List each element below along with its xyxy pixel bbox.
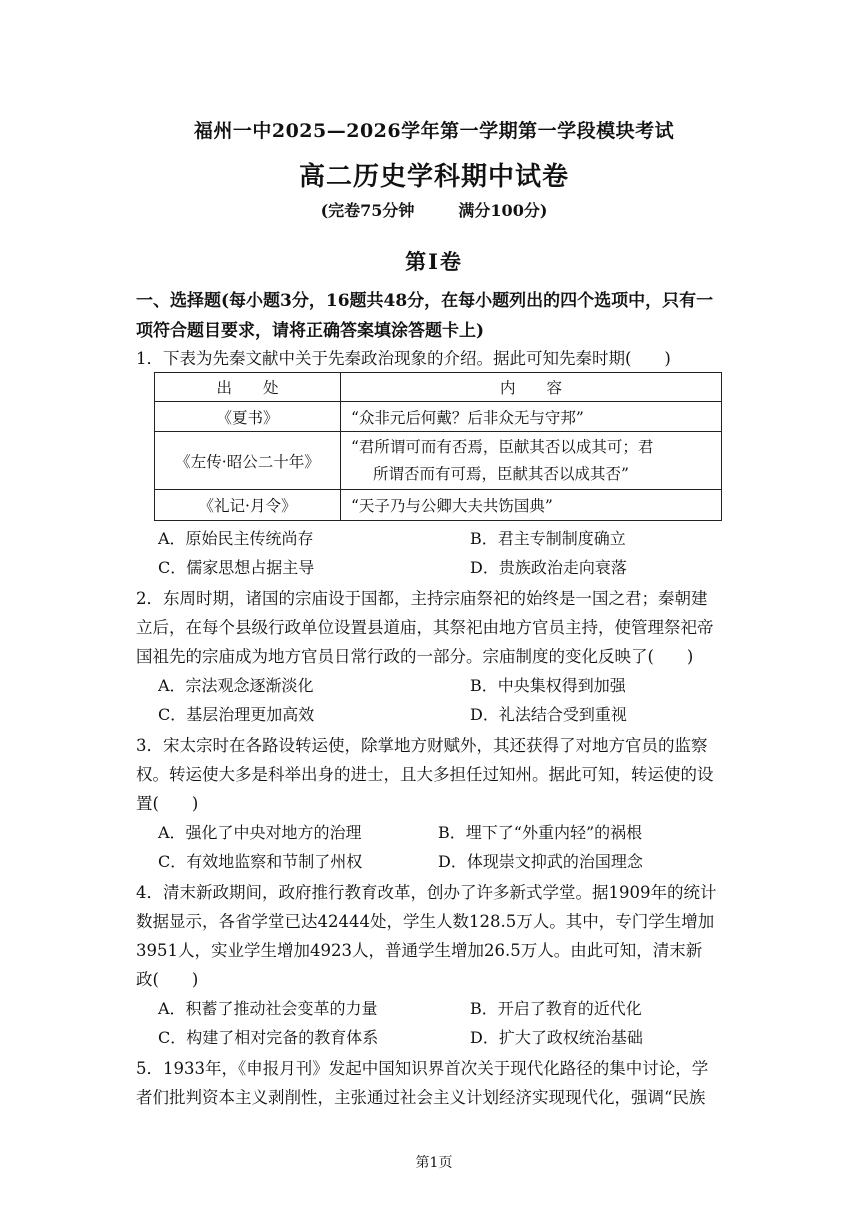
table-row xyxy=(155,432,722,490)
q1-stem: 1．下表为先秦文献中关于先秦政治现象的介绍。据此可知先秦时期( ) xyxy=(136,349,671,368)
q3-line2: 权。转运使大多是科举出身的进士，且大多担任过知州。据此可知，转运使的设 xyxy=(136,765,714,784)
exam-title: 福州一中2025—2026学年第一学期第一学段模块考试 xyxy=(193,120,675,142)
q2-line1: 2．东周时期，诸国的宗庙设于国都，主持宗庙祭祀的始终是一国之君；秦朝建 xyxy=(136,589,708,608)
q1-option-a: A．原始民主传统尚存 xyxy=(158,529,314,548)
q2-option-a: A．宗法观念逐渐淡化 xyxy=(158,676,314,695)
q2-line2: 立后，在每个县级行政单位设置县道庙，其祭祀由地方官员主持，使管理祭祀帝 xyxy=(136,618,714,637)
table-row xyxy=(155,490,722,521)
q1-option-c: C．儒家思想占据主导 xyxy=(158,558,315,577)
q5-line1: 5．1933年，《申报月刊》发起中国知识界首次关于现代化路径的集中讨论，学 xyxy=(136,1059,709,1078)
q4-line1: 4．清末新政期间，政府推行教育改革，创办了许多新式学堂。据1909年的统计 xyxy=(136,883,717,902)
q3-option-b: B．埋下了“外重内轻”的祸根 xyxy=(438,823,643,842)
table-header-content: 内 容 xyxy=(341,373,722,402)
q4-option-c: C．构建了相对完备的教育体系 xyxy=(158,1028,379,1047)
table-header-row xyxy=(155,373,722,402)
q3-line1: 3．宋太宗时在各路设转运使，除掌地方财赋外，其还获得了对地方官员的监察 xyxy=(136,736,708,755)
q4-line2: 数据显示，各省学堂已达42444处，学生人数128.5万人。其中，专门学生增加 xyxy=(136,912,715,931)
q3-option-a: A．强化了中央对地方的治理 xyxy=(158,823,362,842)
full-marks: 满分100分) xyxy=(458,201,548,220)
table-cell-content xyxy=(341,432,722,490)
q4-line3: 3951人，实业学生增加4923人，普通学生增加26.5万人。由此可知，清末新 xyxy=(136,941,703,960)
q2-line3: 国祖先的宗庙成为地方官员日常行政的一部分。宗庙制度的变化反映了( ) xyxy=(136,647,694,666)
table-header-source: 出 处 xyxy=(155,373,341,402)
section-instructions-line1: 一、选择题(每小题3分，16题共48分，在每小题列出的四个选项中，只有一 xyxy=(136,291,714,311)
q1-source-table xyxy=(154,372,722,521)
q1-option-b: B．君主专制制度确立 xyxy=(470,529,626,548)
q2-option-b: B．中央集权得到加强 xyxy=(470,676,626,695)
paper-title: 高二历史学科期中试卷 xyxy=(298,162,569,192)
table-cell-content-line2: 所谓否而有可焉，臣献其否以成其否” xyxy=(373,464,629,483)
q1-option-d: D．贵族政治走向衰落 xyxy=(470,558,627,577)
section-instructions-line2: 项符合题目要求，请将正确答案填涂答题卡上) xyxy=(136,321,485,341)
q3-option-c: C．有效地监察和节制了州权 xyxy=(158,852,363,871)
duration: (完卷75分钟 xyxy=(320,201,415,220)
table-cell-source: 《礼记·月令》 xyxy=(155,490,341,521)
q4-option-d: D．扩大了政权统治基础 xyxy=(470,1028,643,1047)
table-cell-content: “众非元后何戴？后非众无与守邦” xyxy=(341,402,722,432)
q4-line4: 政( ) xyxy=(136,970,199,989)
table-cell-source: 《左传·昭公二十年》 xyxy=(155,432,341,490)
q3-option-d: D．体现崇文抑武的治国理念 xyxy=(438,852,643,871)
page-number: 第1页 xyxy=(415,1155,453,1171)
q4-option-a: A．积蓄了推动社会变革的力量 xyxy=(158,999,378,1018)
table-cell-content-line1: “君所谓可而有否焉，臣献其否以成其可；君 xyxy=(351,437,654,456)
q2-option-d: D．礼法结合受到重视 xyxy=(470,705,627,724)
table-cell-source: 《夏书》 xyxy=(155,402,341,432)
volume-title: 第Ⅰ卷 xyxy=(405,249,463,274)
q2-option-c: C．基层治理更加高效 xyxy=(158,705,315,724)
q5-line2: 者们批判资本主义剥削性，主张通过社会主义计划经济实现现代化，强调“民族 xyxy=(136,1088,706,1107)
q3-line3: 置( ) xyxy=(136,794,199,813)
table-row xyxy=(155,402,722,432)
table-cell-content: “天子乃与公卿大夫共饬国典” xyxy=(341,490,722,521)
q4-option-b: B．开启了教育的近代化 xyxy=(470,999,642,1018)
exam-meta xyxy=(0,198,868,221)
